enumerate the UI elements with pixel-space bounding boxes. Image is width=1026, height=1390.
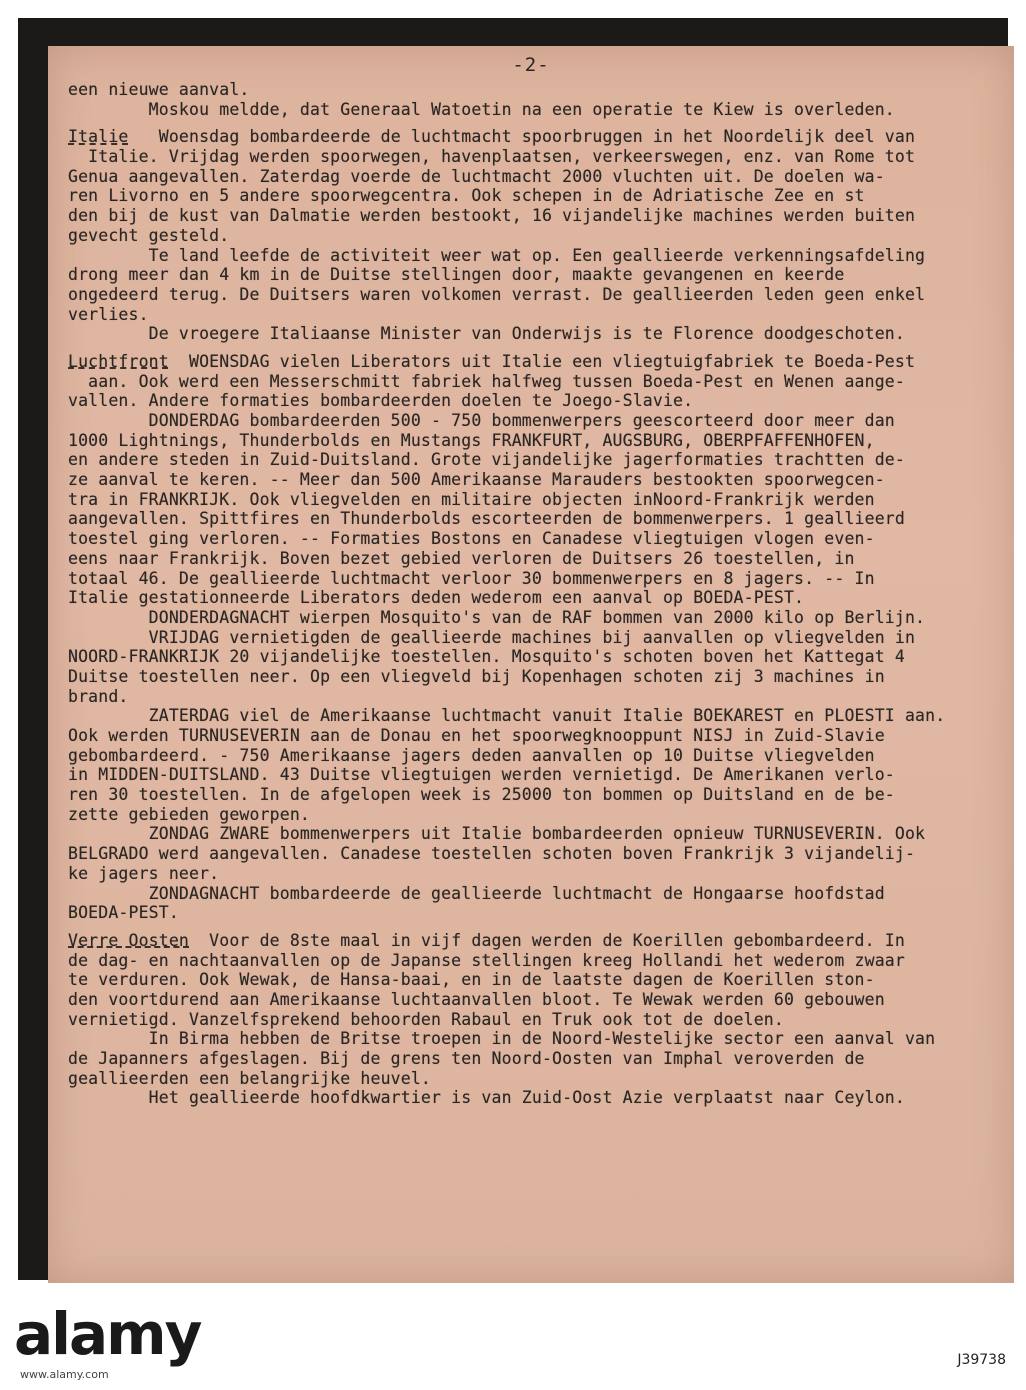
- paragraph-gap: [68, 344, 998, 352]
- text-line: gevecht gesteld.: [68, 225, 230, 245]
- text-line: te verduren. Ook Wewak, de Hansa-baai, en in de laatste dagen de Koerillen ston-: [68, 970, 875, 990]
- text-line: een nieuwe aanval.: [68, 80, 250, 99]
- text-line: DONDERDAGNACHT wierpen Mosquito's van de RAF bommen van 2000 kilo op Berlijn.: [68, 607, 926, 627]
- text-line: verlies.: [68, 304, 149, 324]
- text-line: Ook werden TURNUSEVERIN aan de Donau en het spoorwegknooppunt NISJ in Zuid-Slavie: [68, 726, 885, 745]
- paragraph-gap: [68, 923, 998, 931]
- text-line: in MIDDEN-DUITSLAND. 43 Duitse vliegtuigen werden vernietigd. De Amerikanen verlo-: [68, 765, 895, 785]
- text-line: In Birma hebben de Britse troepen in de Noord-Westelijke sector een aanval van: [68, 1029, 936, 1049]
- text-line: Het geallieerde hoofdkwartier is van Zuid-Oost Azie verplaatst naar Ceylon.: [68, 1088, 905, 1108]
- typed-text-body: [68, 80, 998, 1108]
- text-line: brand.: [68, 686, 129, 706]
- watermark-image-id: J39738: [957, 1352, 1006, 1368]
- text-line: geallieerden een belangrijke heuvel.: [68, 1068, 432, 1088]
- text-line: ke jagers neer.: [68, 863, 220, 883]
- text-line: totaal 46. De geallieerde luchtmacht verloor 30 bommenwerpers en 8 jagers. -- In: [68, 568, 875, 588]
- text-line: Verre Oosten Voor de 8ste maal in vijf dagen werden de Koerillen gebombardeerd. In: [68, 930, 905, 950]
- text-line: zette gebieden geworpen.: [68, 804, 311, 824]
- text-line: den bij de kust van Dalmatie werden bestookt, 16 vijandelijke machines werden buiten: [68, 206, 916, 226]
- section-heading: Verre Oosten: [68, 930, 190, 950]
- text-line: ZONDAG ZWARE bommenwerpers uit Italie bombardeerden opnieuw TURNUSEVERIN. Ook: [68, 824, 926, 844]
- text-line: NOORD-FRANKRIJK 20 vijandelijke toestellen. Mosquito's schoten boven het Kattegat 4: [68, 647, 905, 667]
- text-line: den voortdurend aan Amerikaanse luchtaanvallen bloot. Te Wewak werden 60 gebouwen: [68, 989, 885, 1009]
- text-line: Duitse toestellen neer. Op een vliegveld bij Kopenhagen schoten zij 3 machines in: [68, 666, 885, 686]
- text-line: ZATERDAG viel de Amerikaanse luchtmacht vanuit Italie BOEKAREST en PLOESTI aan.: [68, 706, 946, 726]
- text-line: ren 30 toestellen. In de afgelopen week is 25000 ton bommen op Duitsland en de be-: [68, 785, 895, 805]
- text-line: Italie gestationneerde Liberators deden wederom een aanval op BOEDA-PEST.: [68, 588, 805, 608]
- text-line: 1000 Lightnings, Thunderbolds en Mustangs FRANKFURT, AUGSBURG, OBERPFAFFENHOFEN,: [68, 430, 875, 450]
- text-line: ze aanval te keren. -- Meer dan 500 Amerikaanse Marauders bestookten spoorwegcen-: [68, 470, 885, 490]
- text-line: aan. Ook werd een Messerschmitt fabriek halfweg tussen Boeda-Pest en Wenen aange-: [68, 371, 905, 391]
- text-line: ongedeerd terug. De Duitsers waren volkomen verrast. De geallieerden leden geen enkel: [68, 284, 926, 304]
- text-line: toestel ging verloren. -- Formaties Bostons en Canadese vliegtuigen vlogen even-: [68, 529, 875, 549]
- page-number: -2-: [512, 54, 550, 76]
- text-line: drong meer dan 4 km in de Duitse stellingen door, maakte gevangenen en keerde: [68, 265, 845, 285]
- text-line: en andere steden in Zuid-Duitsland. Grote vijandelijke jagerformaties trachtten de-: [68, 450, 905, 470]
- text-line: vallen. Andere formaties bombardeerden doelen te Joego-Slavie.: [68, 391, 694, 411]
- watermark-url: www.alamy.com: [20, 1368, 109, 1381]
- document-frame: [18, 18, 1008, 1280]
- text-line: Italie. Vrijdag werden spoorwegen, havenplaatsen, verkeerswegen, enz. van Rome tot: [68, 147, 916, 167]
- text-line: ZONDAGNACHT bombardeerde de geallieerde luchtmacht de Hongaarse hoofdstad: [68, 883, 885, 903]
- text-line: ren Livorno en 5 andere spoorwegcentra. Ook schepen in de Adriatische Zee en st: [68, 186, 865, 206]
- text-line: eens naar Frankrijk. Boven bezet gebied verloren de Duitsers 26 toestellen, in: [68, 548, 855, 568]
- watermark-logo: alamy: [14, 1300, 201, 1368]
- text-line: BOEDA-PEST.: [68, 903, 179, 923]
- text-line: Moskou meldde, dat Generaal Watoetin na een operatie te Kiew is overleden.: [68, 99, 895, 119]
- text-line: vernietigd. Vanzelfsprekend behoorden Rabaul en Truk ook tot de doelen.: [68, 1009, 784, 1029]
- section-heading: Italie: [68, 127, 129, 147]
- paragraph-gap: [68, 119, 998, 127]
- text-line: de Japanners afgeslagen. Bij de grens ten Noord-Oosten van Imphal veroverden de: [68, 1049, 865, 1068]
- text-line: aangevallen. Spittfires en Thunderbolds escorteerden de bommenwerpers. 1 geallieerd: [68, 509, 905, 529]
- text-line: tra in FRANKRIJK. Ook vliegvelden en militaire objecten inNoord-Frankrijk werden: [68, 489, 875, 509]
- text-line: Italie Woensdag bombardeerde de luchtmacht spoorbruggen in het Noordelijk deel van: [68, 127, 916, 147]
- section-heading: Luchtfront: [68, 351, 169, 371]
- text-line: Luchtfront WOENSDAG vielen Liberators uit Italie een vliegtuigfabriek te Boeda-Pest: [68, 351, 916, 371]
- text-line: de dag- en nachtaanvallen op de Japanse stellingen kreeg Hollandi het wederom zwaar: [68, 950, 905, 970]
- text-line: Genua aangevallen. Zaterdag voerde de luchtmacht 2000 vluchten uit. De doelen wa-: [68, 166, 885, 186]
- text-line: Te land leefde de activiteit weer wat op. Een geallieerde verkenningsafdeling: [68, 245, 926, 265]
- text-line: VRIJDAG vernietigden de geallieerde machines bij aanvallen op vliegvelden in: [68, 627, 916, 647]
- text-line: BELGRADO werd aangevallen. Canadese toestellen schoten boven Frankrijk 3 vijandelij-: [68, 844, 916, 864]
- text-line: De vroegere Italiaanse Minister van Onderwijs is te Florence doodgeschoten.: [68, 324, 905, 344]
- text-line: DONDERDAG bombardeerden 500 - 750 bommenwerpers geescorteerd door meer dan: [68, 411, 895, 430]
- typed-page: [48, 46, 1014, 1284]
- text-line: gebombardeerd. - 750 Amerikaanse jagers deden aanvallen op 10 Duitse vliegvelden: [68, 745, 875, 765]
